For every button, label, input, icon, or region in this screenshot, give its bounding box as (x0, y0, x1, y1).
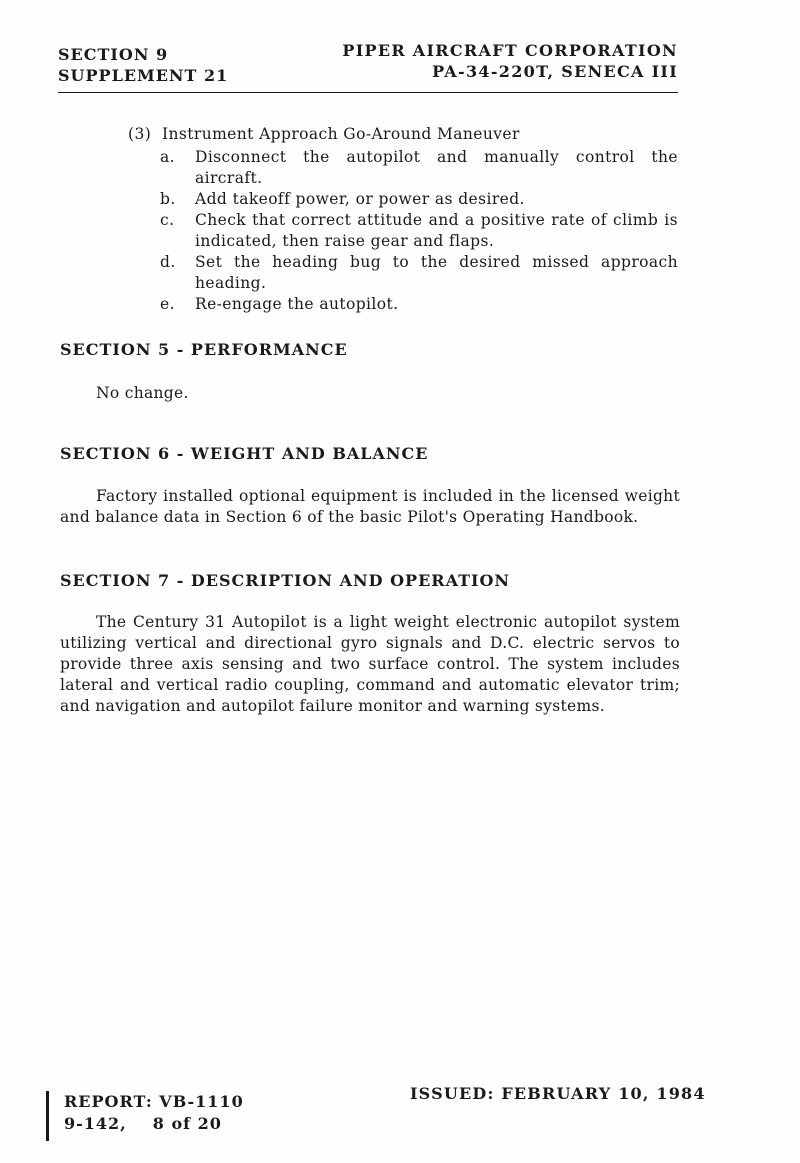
issued-date: ISSUED: FEBRUARY 10, 1984 (410, 1084, 706, 1103)
procedure-number: (3) (128, 125, 152, 143)
procedure-block (128, 124, 688, 315)
step-text: Re-engage the autopilot. (195, 295, 399, 313)
step-letter: d. (160, 253, 176, 271)
step-letter: a. (160, 148, 175, 166)
section5-heading: SECTION 5 - PERFORMANCE (60, 340, 348, 359)
section5-body: No change. (96, 384, 189, 402)
header-right (342, 40, 678, 82)
revision-bar (46, 1091, 49, 1141)
page-of: 8 of 20 (152, 1114, 222, 1133)
page-reference (64, 1113, 244, 1135)
procedure-title: Instrument Approach Go-Around Maneuver (162, 125, 520, 143)
section7-heading: SECTION 7 - DESCRIPTION AND OPERATION (60, 571, 511, 590)
step-text: Disconnect the autopilot and manually control the aircraft. (195, 148, 678, 187)
aircraft-model: PA-34-220T, SENECA III (432, 62, 678, 81)
procedure-title-line (128, 124, 688, 145)
section6-heading: SECTION 6 - WEIGHT AND BALANCE (60, 444, 429, 463)
step-text: Add takeoff power, or power as desired. (195, 190, 525, 208)
footer-left (64, 1091, 244, 1135)
procedure-step (128, 189, 688, 210)
step-text: Check that correct attitude and a positive rate of climb is indicated, then raise gear and flaps. (195, 211, 678, 250)
step-letter: e. (160, 295, 175, 313)
section-label: SECTION 9 (58, 45, 169, 64)
procedure-step (128, 252, 688, 294)
supplement-label: SUPPLEMENT 21 (58, 66, 229, 85)
report-number: REPORT: VB-1110 (64, 1092, 244, 1111)
step-text: Set the heading bug to the desired missed approach heading. (195, 253, 678, 292)
header-left (58, 44, 228, 86)
section7-body: The Century 31 Autopilot is a light weight electronic autopilot system utilizing vertical and directional gyro signals and D.C. electric servos to provide three axis sensing and two surface control. The system includes lateral and vertical radio coupling, command and automatic elevator trim; and navigation and autopilot failure monitor and warning systems. (60, 613, 680, 715)
header-rule (58, 92, 678, 93)
procedure-step (128, 294, 688, 315)
procedure-step (128, 147, 688, 189)
step-letter: c. (160, 211, 175, 229)
procedure-step (128, 210, 688, 252)
page-ref: 9-142, (64, 1114, 127, 1133)
section6-body: Factory installed optional equipment is included in the licensed weight and balance data in Section 6 of the basic Pilot's Operating Handbook. (60, 487, 680, 526)
step-letter: b. (160, 190, 176, 208)
company-name: PIPER AIRCRAFT CORPORATION (342, 41, 678, 60)
